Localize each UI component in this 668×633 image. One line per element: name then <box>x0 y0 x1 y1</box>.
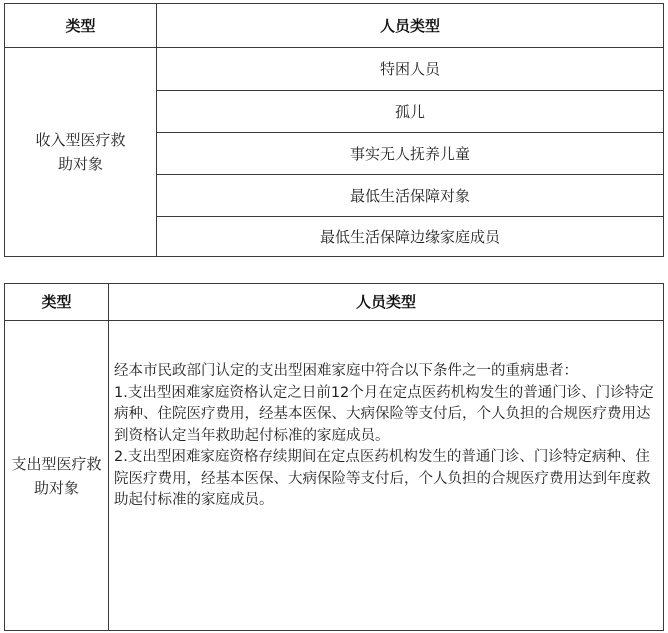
table-row <box>5 321 664 631</box>
table-header-row <box>5 284 664 321</box>
people-type-header: 人员类型 <box>109 284 664 321</box>
condition-item-1: 1.支出型困难家庭资格认定之日前12个月在定点医药机构发生的普通门诊、门诊特定病种、住院医疗费用，经基本医保、大病保险等支付后，个人负担的合规医疗费用达到资格认定当年救助起付标准的家庭成员。 <box>114 384 654 444</box>
type-header: 类型 <box>5 284 109 321</box>
condition-item-2: 2.支出型困难家庭资格存续期间在定点医药机构发生的普通门诊、门诊特定病种、住院医疗费用，经基本医保、大病保险等支付后，个人负担的合规医疗费用达到年度救助起付标准的家庭成员。 <box>114 449 651 508</box>
category-label: 支出型医疗救助对象 <box>11 454 102 497</box>
expenditure-type-table <box>4 283 664 631</box>
category-label: 收入型医疗救助对象 <box>35 131 126 173</box>
type-header: 类型 <box>5 4 157 48</box>
category-cell <box>5 48 157 257</box>
people-type-cell: 孤儿 <box>157 91 664 133</box>
people-type-cell: 事实无人抚养儿童 <box>157 133 664 175</box>
table-header-row <box>5 4 664 48</box>
people-type-cell: 最低生活保障对象 <box>157 175 664 217</box>
category-cell <box>5 321 109 631</box>
people-type-cell: 最低生活保障边缘家庭成员 <box>157 217 664 257</box>
people-type-cell: 特困人员 <box>157 48 664 91</box>
people-type-header: 人员类型 <box>157 4 664 48</box>
description-intro: 经本市民政部门认定的支出型困难家庭中符合以下条件之一的重病患者： <box>114 363 578 379</box>
table-row <box>5 48 664 91</box>
income-type-table <box>4 3 664 257</box>
description-cell <box>109 321 664 631</box>
